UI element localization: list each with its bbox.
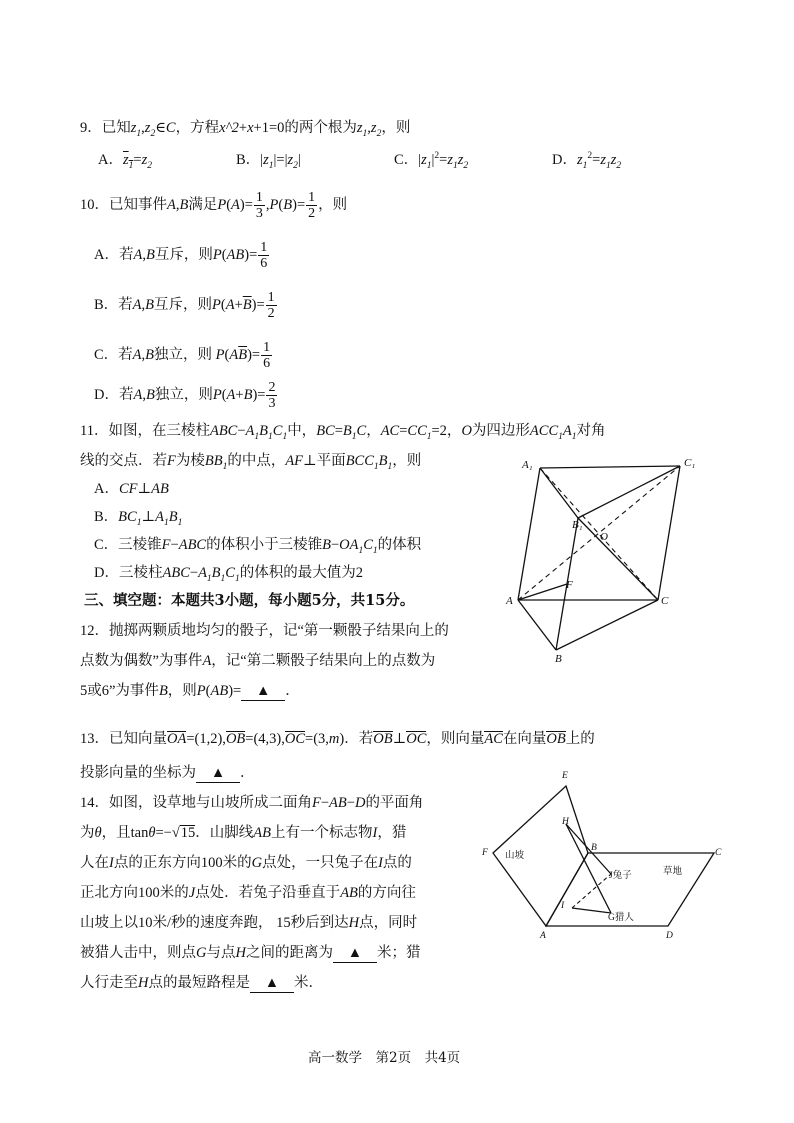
q14-line6: 被猎人击中，则点G与点H之间的距离为 ▲ 米；猎 <box>80 945 421 961</box>
fig14-label-e: E <box>562 771 568 781</box>
q14-line4: 正北方向100米的J点处．若兔子沿垂直于AB的方向往 <box>80 885 416 901</box>
q11-stem-line2: 线的交点．若F为棱$BB_1$的中点，AF⊥平面$BCC_1B_1$，则 <box>80 453 422 472</box>
q9-option-b: B．$|z_1|=|z_2|$ <box>236 152 301 171</box>
q11-option-d: D．三棱柱$ABC-A_1B_1C_1$的体积的最大值为2 <box>94 565 363 584</box>
edge-b1-a1 <box>540 468 578 518</box>
q9-option-c: C．$|z_1|^2=z_1z_2$ <box>394 151 469 171</box>
segment-h-j <box>566 824 611 874</box>
q14-line2: 为θ，且tanθ=−√15．山脚线AB上有一个标志物I，猎 <box>80 825 407 841</box>
edge-b-c <box>556 600 658 650</box>
q14-line3: 人在I点的正东方向100米的G点处，一只兔子在I点的 <box>80 855 412 871</box>
q12-line1: 12．抛掷两颗质地均匀的骰子，记“第一颗骰子结果向上的 <box>80 623 449 639</box>
edge-b1-c1 <box>578 466 680 518</box>
label-o: O <box>600 531 608 543</box>
q10-option-c: C．若A,B独立，则 $P(A\overline{B})=$ $\frac{1}{6}$ <box>94 340 271 371</box>
segment-i-g <box>572 908 611 913</box>
fig14-label-b: B <box>591 843 597 853</box>
label-a: A <box>506 595 513 607</box>
edge-a1-c1 <box>540 466 680 468</box>
q10-option-d: D．若A,B独立，则P(A+B)= $\frac{2}{3}$ <box>94 380 276 411</box>
fig14-label-shanpo: 山坡 <box>505 851 525 861</box>
label-c: C <box>661 595 669 607</box>
q11-stem-line1: 11．如图，在三棱柱$ABC-A_1B_1C_1$中，$BC=B_1C$，$AC=CC_1=2$，O为四边形$ACC_1A_1$对角 <box>80 423 606 442</box>
fig14-label-j: J兔子 <box>609 871 632 881</box>
page-footer: 高一数学 第2页 共4页 <box>308 1050 461 1066</box>
prism-edges <box>518 466 680 650</box>
fig14-label-a: A <box>540 931 546 941</box>
fig14-label-d: D <box>666 931 673 941</box>
q10-stem: 10．已知事件A,B满足P(A)= $\frac{1}{3}$ ,P(B)= $\frac{1}{2}$ ，则 <box>80 190 348 221</box>
edge-b1-c <box>578 518 658 600</box>
q9-option-a: A．$z_1=z_2$ <box>98 152 152 171</box>
q10-option-a: A．若A,B互斥，则P(AB)= $\frac{1}{6}$ <box>94 240 268 271</box>
q12-line3: 5或6”为事件B，则P(AB)= ▲ ． <box>80 683 300 699</box>
q14-line7: 人行走至H点的最短路程是 ▲ 米． <box>80 975 323 991</box>
prism-figure <box>500 450 710 665</box>
fig14-label-c: C <box>715 848 722 858</box>
section-3-heading: 三、填空题：本题共3小题，每小题5分，共15分。 <box>84 592 415 609</box>
q12-line2: 点数为偶数”为事件A，记“第二颗骰子结果向上的点数为 <box>80 653 436 669</box>
label-b1: B₁ <box>572 519 583 531</box>
diag-a-c1 <box>518 466 680 600</box>
q14-line5: 山坡上以10米/秒的速度奔跑， 15秒后到达H点，同时 <box>80 915 418 931</box>
fig14-label-i: I <box>561 901 565 911</box>
q13-line1: 13．已知向量OA=(1,2),OB=(4,3),OC=(3,m)．若OB⊥OC，则向量AC在向量OB上的 <box>80 731 595 747</box>
segment-h-g <box>566 824 611 913</box>
fig14-label-caodi: 草地 <box>663 867 683 877</box>
q13-line2: 投影向量的坐标为 ▲ ． <box>80 765 255 781</box>
diag-a1-c <box>540 468 658 600</box>
edge-a-b <box>518 600 556 650</box>
prism-dashed <box>518 466 680 600</box>
fig14-label-f: F <box>482 848 488 858</box>
q10-option-b: B．若A,B互斥，则$P(A+\overline{B})=$ $\frac{1}{2}$ <box>94 290 275 321</box>
segment-a-f <box>518 584 567 600</box>
label-f: F <box>566 579 573 591</box>
label-c1: C₁ <box>684 457 696 469</box>
q11-option-c: C．三棱锥F−ABC的体积小于三棱锥$B-OA_1C_1$的体积 <box>94 537 422 556</box>
q11-option-a: A．CF⊥AB <box>94 481 169 497</box>
edge-a1-a <box>518 468 540 600</box>
q9-stem: 9．已知$z_1,z_2\in C$，方程x^2+x+1=0的两个根为$z_1,z_2$，则 <box>80 120 411 139</box>
q14-line1: 14．如图，设草地与山坡所成二面角F−AB−D的平面角 <box>80 795 424 811</box>
label-a1: A₁ <box>522 459 533 471</box>
fig14-label-h: H <box>562 817 569 827</box>
edge-c1-c <box>658 466 680 600</box>
fig14-label-g: G猎人 <box>608 913 634 923</box>
q9-option-d: D．$z_1^2=z_1z_2$ <box>552 151 622 171</box>
segment-i-j <box>572 874 611 908</box>
label-b: B <box>555 653 562 665</box>
slope-grass-figure <box>478 768 728 948</box>
q11-option-b: B．$BC_1\perp A_1B_1$ <box>94 509 183 528</box>
